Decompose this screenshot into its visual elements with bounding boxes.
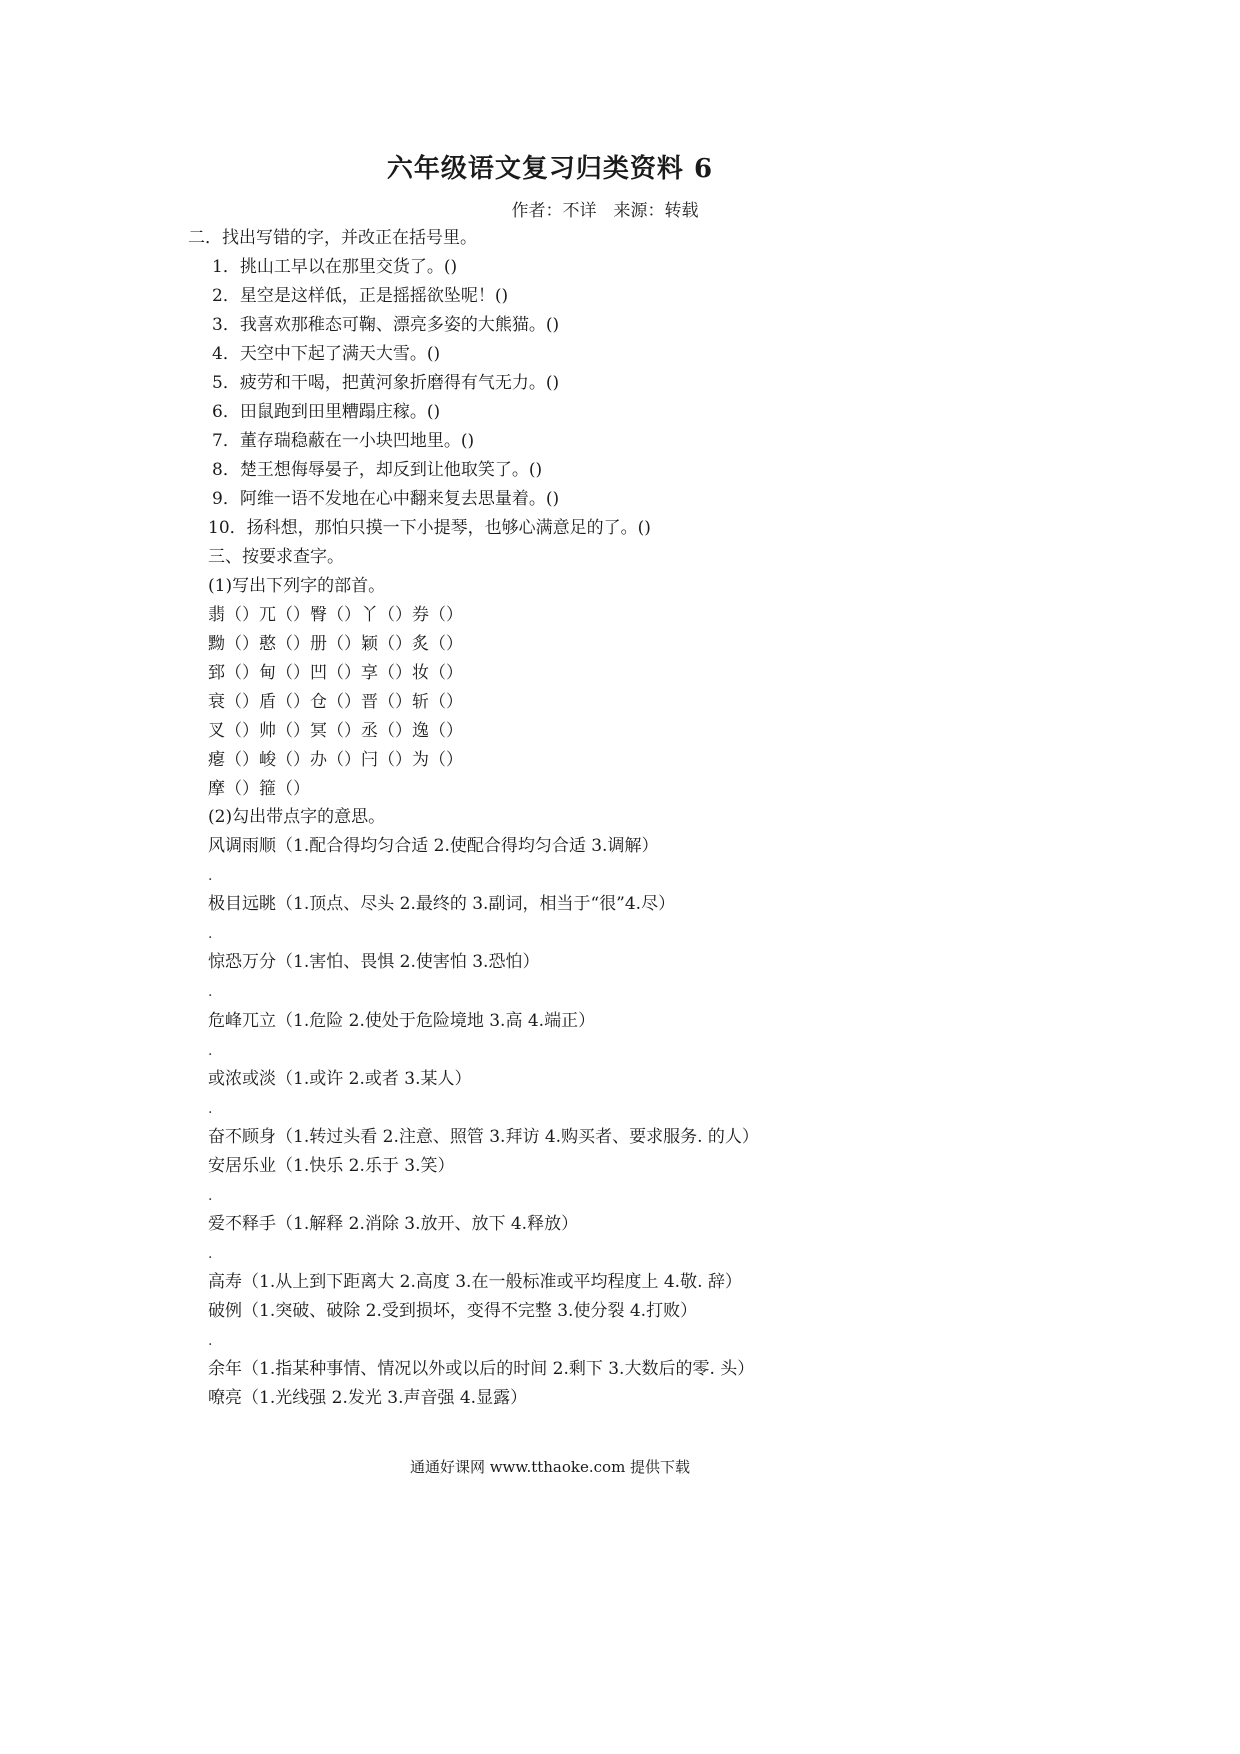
meaning-item: 风调雨顺（1.配合得均匀合适 2.使配合得均匀合适 3.调解）: [208, 836, 659, 856]
list-item: 5．疲劳和干喝，把黄河象折磨得有气无力。(): [212, 373, 560, 393]
section3-heading: 三、按要求查字。: [208, 547, 344, 567]
meaning-item: 奋不顾身（1.转过头看 2.注意、照管 3.拜访 4.购买者、要求服务. 的人）: [208, 1127, 759, 1147]
byline: 作者：不详 来源：转载: [511, 201, 699, 221]
radical-row: 翡（）兀（）臀（）丫（）券（）: [208, 605, 463, 625]
emphasis-dot: .: [208, 1043, 213, 1059]
list-item: 1．挑山工早以在那里交货了。(): [212, 257, 458, 277]
radical-row: 衰（）盾（）仓（）晋（）斩（）: [208, 692, 463, 712]
meaning-item: 安居乐业（1.快乐 2.乐于 3.笑）: [208, 1156, 455, 1176]
meaning-item: 惊恐万分（1.害怕、畏惧 2.使害怕 3.恐怕）: [208, 952, 540, 972]
radical-row: 瘪（）峻（）办（）闩（）为（）: [208, 750, 463, 770]
meaning-item: 高寿（1.从上到下距离大 2.高度 3.在一般标准或平均程度上 4.敬. 辞）: [208, 1272, 742, 1292]
section2-heading: 二．找出写错的字，并改正在括号里。: [188, 228, 477, 248]
meaning-item: 余年（1.指某种事情、情况以外或以后的时间 2.剩下 3.大数后的零. 头）: [208, 1359, 755, 1379]
radical-row: 摩（）箍（）: [208, 779, 310, 799]
emphasis-dot: .: [208, 868, 213, 884]
meaning-item: 嘹亮（1.光线强 2.发光 3.声音强 4.显露）: [208, 1388, 528, 1408]
page-title: 六年级语文复习归类资料 6: [386, 154, 714, 184]
part2-heading: (2)勾出带点字的意思。: [208, 807, 386, 827]
emphasis-dot: .: [208, 984, 213, 1000]
radical-row: 叉（）帅（）冥（）丞（）逸（）: [208, 721, 463, 741]
emphasis-dot: .: [208, 1101, 213, 1117]
meaning-item: 爱不释手（1.解释 2.消除 3.放开、放下 4.释放）: [208, 1214, 579, 1234]
list-item: 8．楚王想侮辱晏子，却反到让他取笑了。(): [212, 460, 543, 480]
list-item: 7．董存瑞稳蔽在一小块凹地里。(): [212, 431, 475, 451]
emphasis-dot: .: [208, 926, 213, 942]
radical-row: 郅（）甸（）凹（）享（）妆（）: [208, 663, 463, 683]
meaning-item: 破例（1.突破、破除 2.受到损坏，变得不完整 3.使分裂 4.打败）: [208, 1301, 698, 1321]
list-item: 9．阿维一语不发地在心中翻来复去思量着。(): [212, 489, 560, 509]
emphasis-dot: .: [208, 1246, 213, 1262]
list-item: 3．我喜欢那稚态可鞠、漂亮多姿的大熊猫。(): [212, 315, 560, 335]
emphasis-dot: .: [208, 1333, 213, 1349]
footer-text: 通通好课网 www.tthaoke.com 提供下载: [409, 1458, 691, 1476]
meaning-item: 极目远眺（1.顶点、尽头 2.最终的 3.副词，相当于“很”4.尽）: [208, 894, 676, 914]
meaning-item: 危峰兀立（1.危险 2.使处于危险境地 3.高 4.端正）: [208, 1011, 596, 1031]
list-item: 2．星空是这样低，正是摇摇欲坠呢！(): [212, 286, 509, 306]
list-item: 4．天空中下起了满天大雪。(): [212, 344, 441, 364]
meaning-item: 或浓或淡（1.或许 2.或者 3.某人）: [208, 1069, 472, 1089]
list-item: 10．扬科想，那怕只摸一下小提琴，也够心满意足的了。(): [208, 518, 651, 538]
radical-row: 黝（）憨（）册（）颖（）炙（）: [208, 634, 463, 654]
emphasis-dot: .: [208, 1188, 213, 1204]
part1-heading: (1)写出下列字的部首。: [208, 576, 386, 596]
list-item: 6．田鼠跑到田里糟蹋庄稼。(): [212, 402, 441, 422]
